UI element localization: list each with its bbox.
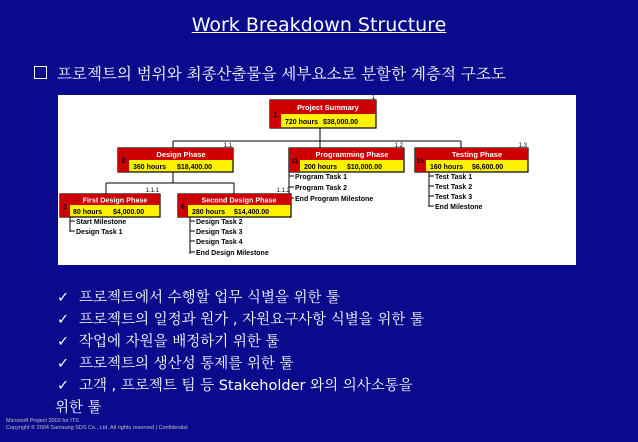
slide-subtitle — [34, 62, 506, 84]
node-wbs-code: 1.2 — [394, 143, 403, 149]
task-item[interactable]: Test Task 2 — [435, 184, 473, 191]
task-item[interactable]: Start Milestone — [76, 219, 127, 226]
task-item[interactable]: End Milestone — [435, 204, 483, 211]
subtitle-text: 프로젝트의 범위와 최종산출물을 세부요소로 분할한 계층적 구조도 — [57, 65, 506, 83]
task-item[interactable]: Design Task 2 — [196, 219, 243, 226]
node-wbs-code: 1.1.2 — [276, 188, 290, 194]
task-item[interactable]: Program Task 1 — [295, 174, 348, 181]
bullet-list — [57, 287, 424, 419]
bullet-continuation: 위한 툴 — [55, 400, 102, 416]
bullet-item — [57, 331, 424, 353]
node-name: Project Summary — [297, 103, 359, 112]
bullet-text: 작업에 자원을 배정하기 위한 툴 — [79, 334, 280, 350]
node-cost: $4,000.00 — [113, 209, 145, 216]
node-cost: $38,000.00 — [323, 119, 359, 126]
first-design-tasks — [76, 219, 126, 236]
testing-tasks — [435, 174, 483, 211]
node-cost: $6,600.00 — [472, 164, 504, 171]
checkmark-icon: ✓ — [57, 378, 70, 394]
task-item[interactable]: Test Task 3 — [435, 194, 473, 201]
node-design-phase[interactable] — [118, 143, 233, 172]
node-wbs-code: 1 — [371, 95, 375, 101]
bullet-item — [57, 309, 424, 331]
node-id: 3 — [63, 204, 67, 211]
node-id: 2 — [121, 158, 126, 165]
checkmark-icon: ✓ — [57, 334, 70, 350]
node-wbs-code: 1.1.1 — [145, 188, 159, 194]
node-hours: 720 hours — [285, 119, 319, 126]
bullet-text: 고객 , 프로젝트 팀 등 Stakeholder 와의 의사소통을 — [79, 378, 413, 394]
node-hours: 160 hours — [430, 164, 464, 171]
task-item[interactable]: Program Task 2 — [295, 185, 348, 192]
task-item[interactable]: End Program Milestone — [295, 196, 374, 203]
footer — [6, 418, 188, 432]
node-cost: $14,400.00 — [234, 209, 270, 216]
node-cost: $18,400.00 — [177, 164, 213, 171]
bullet-item — [57, 353, 424, 375]
node-first-design-phase[interactable] — [60, 188, 160, 217]
node-programming-phase[interactable] — [289, 143, 404, 172]
bullet-text: 프로젝트의 일정과 원가 , 자원요구사항 식별을 위한 툴 — [79, 312, 425, 328]
second-design-tasks — [196, 219, 269, 257]
slide-title: Work Breakdown Structure — [191, 14, 447, 36]
bullet-text: 프로젝트에서 수행할 업무 식별을 위한 툴 — [79, 290, 341, 306]
node-name: Testing Phase — [451, 150, 503, 159]
checkmark-icon: ✓ — [57, 290, 70, 306]
footer-line: Microsoft Project 2003 for ITS — [6, 418, 79, 424]
node-hours: 80 hours — [73, 209, 103, 216]
node-hours: 360 hours — [133, 164, 167, 171]
footer-copyright: Copyright © 2004 Samsung SDS Co., Ltd. All rights reserved | Confidential — [6, 425, 188, 431]
bullet-text: 프로젝트의 생산성 통제를 위한 툴 — [79, 356, 294, 372]
task-item[interactable]: Design Task 3 — [196, 229, 243, 236]
node-hours: 280 hours — [192, 209, 226, 216]
checkmark-icon: ✓ — [57, 356, 70, 372]
node-name: Design Phase — [156, 150, 206, 159]
node-wbs-code: 1.1 — [223, 143, 232, 149]
square-bullet-icon — [34, 66, 47, 79]
programming-tasks — [295, 174, 373, 203]
bullet-item — [57, 287, 424, 309]
bullet-item — [57, 375, 424, 397]
task-item[interactable]: Test Task 1 — [435, 174, 473, 181]
node-name: First Design Phase — [82, 195, 148, 205]
task-item[interactable]: Design Task 1 — [76, 229, 123, 236]
node-wbs-code: 1.3 — [518, 143, 527, 149]
node-hours: 200 hours — [304, 164, 338, 171]
node-id: 15 — [416, 158, 425, 165]
node-cost: $10,000.00 — [347, 164, 383, 171]
node-project-summary[interactable] — [270, 95, 376, 128]
node-testing-phase[interactable] — [415, 143, 528, 172]
node-name: Second Design Phase — [201, 195, 277, 205]
checkmark-icon: ✓ — [57, 312, 70, 328]
task-item[interactable]: End Design Milestone — [196, 250, 269, 257]
node-id: 1 — [273, 112, 278, 119]
node-name: Programming Phase — [315, 150, 389, 159]
task-item[interactable]: Design Task 4 — [196, 239, 243, 246]
wbs-chart — [58, 95, 576, 265]
node-id: 6 — [181, 204, 185, 211]
node-id: 11 — [291, 158, 298, 165]
